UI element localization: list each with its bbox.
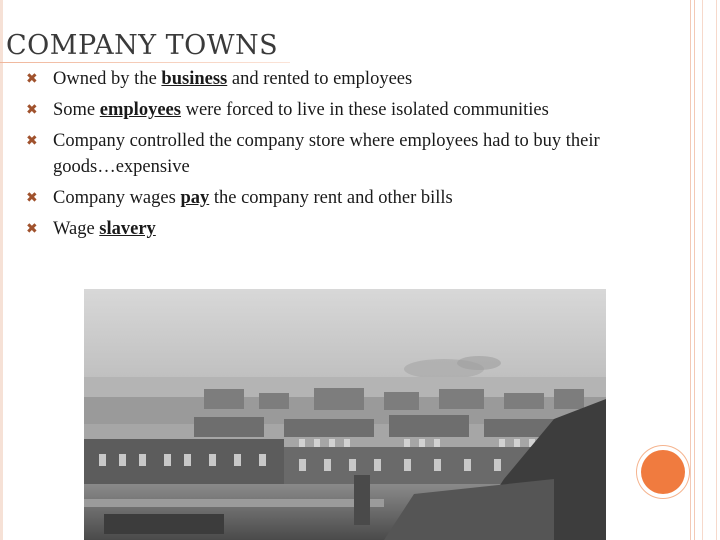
bullet-list bbox=[26, 66, 656, 247]
title-underline-rule bbox=[0, 62, 290, 63]
left-accent-strip bbox=[0, 0, 3, 540]
bullet-text: Company controlled the company store where employees had to buy their goods…expensive bbox=[53, 131, 600, 177]
company-town-photo bbox=[84, 289, 606, 540]
bullet-text: were forced to live in these isolated communities bbox=[180, 100, 549, 120]
slide-title: COMPANY TOWNS bbox=[6, 30, 279, 61]
bullet-text: the company rent and other bills bbox=[209, 188, 453, 208]
bullet-item bbox=[26, 66, 656, 92]
decorative-line bbox=[694, 0, 695, 540]
decorative-circle bbox=[641, 450, 685, 494]
x-mark-icon: ✖ bbox=[26, 133, 38, 149]
bullet-emphasis: pay bbox=[180, 188, 210, 208]
x-mark-icon: ✖ bbox=[26, 190, 38, 206]
decorative-line bbox=[690, 0, 691, 540]
decorative-line bbox=[716, 0, 717, 540]
x-mark-icon: ✖ bbox=[26, 221, 38, 237]
bullet-item bbox=[26, 216, 656, 242]
decorative-line bbox=[702, 0, 703, 540]
x-mark-icon: ✖ bbox=[26, 71, 38, 87]
x-mark-icon: ✖ bbox=[26, 102, 38, 118]
bullet-item bbox=[26, 97, 656, 123]
bullet-item bbox=[26, 185, 656, 211]
photo-image bbox=[84, 289, 606, 540]
bullet-text: Some bbox=[53, 100, 100, 120]
bullet-emphasis: business bbox=[161, 69, 228, 89]
bullet-emphasis: employees bbox=[99, 100, 181, 120]
bullet-text: Wage bbox=[53, 219, 100, 239]
bullet-text: Company wages bbox=[53, 188, 181, 208]
bullet-emphasis: slavery bbox=[99, 219, 156, 239]
bullet-text: Owned by the bbox=[53, 69, 162, 89]
bullet-text: and rented to employees bbox=[227, 69, 413, 89]
bullet-item bbox=[26, 128, 656, 180]
